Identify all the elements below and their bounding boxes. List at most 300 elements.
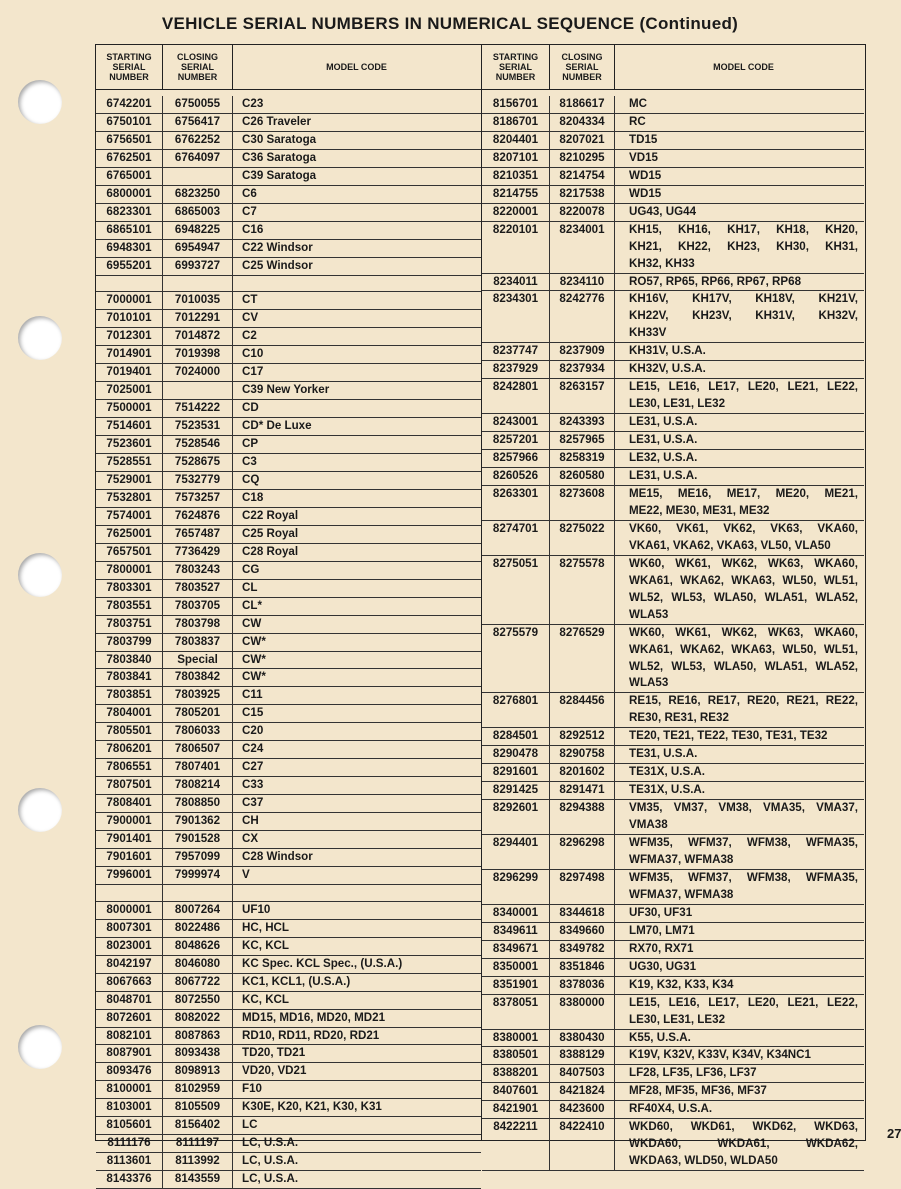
starting-serial-cell: 8113601 bbox=[96, 1153, 163, 1170]
model-code-line: WKA61, WKA62, WKA63, WL50, WL51, bbox=[629, 573, 858, 587]
table-row bbox=[96, 204, 481, 222]
closing-serial-cell: 6762252 bbox=[163, 132, 233, 149]
model-code-cell: C2 bbox=[242, 329, 257, 343]
model-code-cell bbox=[615, 693, 862, 727]
starting-serial-cell: 7804001 bbox=[96, 705, 163, 722]
model-code-line: K19, K32, K33, K34 bbox=[629, 977, 734, 991]
model-code-cell: MD15, MD16, MD20, MD21 bbox=[242, 1010, 386, 1024]
model-code-line: WK60, WK61, WK62, WK63, WKA60, bbox=[629, 556, 858, 570]
model-code-cell: CW* bbox=[242, 652, 266, 666]
closing-serial-cell: 7803842 bbox=[163, 669, 233, 686]
closing-serial-cell: 8237934 bbox=[550, 361, 615, 378]
starting-serial-cell: 8275579 bbox=[482, 625, 550, 693]
table-row bbox=[96, 168, 481, 186]
table-row bbox=[96, 885, 481, 902]
closing-serial-cell: 7523531 bbox=[163, 418, 233, 435]
model-code-cell bbox=[615, 204, 862, 221]
model-code-line: KH33V bbox=[629, 326, 667, 340]
model-code-cell: CW* bbox=[242, 670, 266, 684]
model-code-cell bbox=[615, 870, 862, 904]
model-code-cell: C33 bbox=[242, 778, 264, 792]
starting-serial-cell: 8350001 bbox=[482, 959, 550, 976]
closing-serial-cell: 8022486 bbox=[163, 920, 233, 937]
starting-serial-cell: 8260526 bbox=[482, 468, 550, 485]
starting-serial-cell: 7574001 bbox=[96, 508, 163, 525]
closing-serial-cell: Special bbox=[163, 652, 233, 669]
model-code-cell bbox=[615, 150, 862, 167]
table-row bbox=[96, 508, 481, 526]
model-code-line: VK60, VK61, VK62, VK63, VKA60, bbox=[629, 521, 858, 535]
table-row bbox=[96, 849, 481, 867]
starting-serial-cell: 8276801 bbox=[482, 693, 550, 727]
starting-serial-cell: 8082101 bbox=[96, 1028, 163, 1045]
starting-serial-cell: 8349671 bbox=[482, 941, 550, 958]
model-code-cell bbox=[615, 222, 862, 273]
table-row bbox=[96, 992, 481, 1010]
table-row bbox=[96, 1171, 481, 1189]
starting-serial-cell: 8349611 bbox=[482, 923, 550, 940]
closing-serial-cell: 7803837 bbox=[163, 634, 233, 651]
model-code-cell: KC, KCL bbox=[242, 992, 290, 1006]
closing-serial-cell: 8207021 bbox=[550, 132, 615, 149]
starting-serial-cell: 8237929 bbox=[482, 361, 550, 378]
closing-serial-cell: 6993727 bbox=[163, 258, 233, 275]
table-row bbox=[482, 905, 864, 923]
closing-serial-cell bbox=[163, 885, 233, 901]
model-code-cell: CX bbox=[242, 832, 259, 846]
right-table-body bbox=[482, 96, 864, 1171]
table-row bbox=[96, 418, 481, 436]
starting-serial-cell: 8380501 bbox=[482, 1047, 550, 1064]
model-code-line: MF28, MF35, MF36, MF37 bbox=[629, 1084, 767, 1098]
starting-serial-cell: 8000001 bbox=[96, 902, 163, 919]
table-row bbox=[96, 920, 481, 938]
closing-serial-cell: 8292512 bbox=[550, 728, 615, 745]
model-code-line: KH32, KH33 bbox=[629, 256, 695, 270]
closing-serial-cell: 7624876 bbox=[163, 508, 233, 525]
starting-serial-cell: 7528551 bbox=[96, 454, 163, 471]
model-code-line: WLA53 bbox=[629, 676, 669, 690]
closing-serial-cell: 8217538 bbox=[550, 186, 615, 203]
starting-serial-cell: 8093476 bbox=[96, 1063, 163, 1080]
model-code-cell: C24 bbox=[242, 742, 264, 756]
table-row bbox=[482, 1083, 864, 1101]
model-code-cell: C27 bbox=[242, 760, 264, 774]
closing-serial-cell: 7803705 bbox=[163, 598, 233, 615]
closing-serial-cell: 8046080 bbox=[163, 956, 233, 973]
model-code-line: ME15, ME16, ME17, ME20, ME21, bbox=[629, 486, 858, 500]
table-row bbox=[482, 782, 864, 800]
closing-serial-cell: 8204334 bbox=[550, 114, 615, 131]
starting-serial-cell: 8291425 bbox=[482, 782, 550, 799]
closing-serial-cell: 7012291 bbox=[163, 310, 233, 327]
model-code-cell: C16 bbox=[242, 222, 264, 236]
table-row bbox=[96, 328, 481, 346]
closing-serial-cell: 8421824 bbox=[550, 1083, 615, 1100]
model-code-cell: V bbox=[242, 867, 250, 881]
starting-serial-cell: 7803841 bbox=[96, 669, 163, 686]
closing-serial-cell: 7024000 bbox=[163, 364, 233, 381]
starting-serial-cell: 8388201 bbox=[482, 1065, 550, 1082]
header-starting-serial: STARTING SERIAL NUMBER bbox=[96, 45, 163, 89]
closing-serial-cell: 7532779 bbox=[163, 472, 233, 489]
table-row bbox=[482, 977, 864, 995]
closing-serial-cell: 7901362 bbox=[163, 813, 233, 830]
model-code-cell: C3 bbox=[242, 455, 257, 469]
starting-serial-cell: 8275051 bbox=[482, 556, 550, 624]
closing-serial-cell: 7807401 bbox=[163, 759, 233, 776]
closing-serial-cell: 8290758 bbox=[550, 746, 615, 763]
starting-serial-cell: 7803551 bbox=[96, 598, 163, 615]
closing-serial-cell bbox=[163, 168, 233, 185]
punch-hole bbox=[18, 316, 62, 360]
starting-serial-cell: 7529001 bbox=[96, 472, 163, 489]
starting-serial-cell: 7514601 bbox=[96, 418, 163, 435]
starting-serial-cell: 8156701 bbox=[482, 96, 550, 113]
table-row bbox=[96, 902, 481, 920]
starting-serial-cell: 7996001 bbox=[96, 867, 163, 884]
model-code-cell bbox=[615, 625, 862, 693]
starting-serial-cell: 7625001 bbox=[96, 526, 163, 543]
table-row bbox=[482, 468, 864, 486]
model-code-line: LE31, U.S.A. bbox=[629, 415, 698, 429]
table-row bbox=[96, 956, 481, 974]
model-code-line: UG30, UG31 bbox=[629, 959, 697, 973]
closing-serial-cell: 7806033 bbox=[163, 723, 233, 740]
model-code-cell: K30E, K20, K21, K30, K31 bbox=[242, 1100, 382, 1114]
starting-serial-cell: 8380001 bbox=[482, 1030, 550, 1047]
table-row bbox=[96, 222, 481, 240]
model-code-line: ME22, ME30, ME31, ME32 bbox=[629, 503, 770, 517]
table-row bbox=[96, 974, 481, 992]
model-code-cell: CV bbox=[242, 311, 259, 325]
closing-serial-cell bbox=[163, 382, 233, 399]
model-code-line: VD15 bbox=[629, 150, 659, 164]
closing-serial-cell: 8349782 bbox=[550, 941, 615, 958]
table-row bbox=[96, 616, 481, 634]
table-row bbox=[482, 923, 864, 941]
table-row bbox=[96, 276, 481, 293]
table-row bbox=[96, 310, 481, 328]
model-code-cell bbox=[615, 1083, 862, 1100]
model-code-cell: LC, U.S.A. bbox=[242, 1172, 299, 1186]
punch-hole bbox=[18, 80, 62, 124]
table-row bbox=[96, 1135, 481, 1153]
closing-serial-cell: 8234001 bbox=[550, 222, 615, 273]
table-row bbox=[96, 114, 481, 132]
model-code-line: LE31, U.S.A. bbox=[629, 433, 698, 447]
closing-serial-cell: 8143559 bbox=[163, 1171, 233, 1188]
starting-serial-cell: 7808401 bbox=[96, 795, 163, 812]
table-row bbox=[96, 526, 481, 544]
closing-serial-cell: 8388129 bbox=[550, 1047, 615, 1064]
model-code-cell: C22 Royal bbox=[242, 508, 299, 522]
table-row bbox=[482, 556, 864, 625]
header-model-code: MODEL CODE bbox=[713, 62, 774, 72]
model-code-line: TE31, U.S.A. bbox=[629, 747, 698, 761]
model-code-cell: KC Spec. KCL Spec., (U.S.A.) bbox=[242, 956, 403, 970]
starting-serial-cell: 7803799 bbox=[96, 634, 163, 651]
starting-serial-cell: 8072601 bbox=[96, 1010, 163, 1027]
model-code-cell bbox=[615, 905, 862, 922]
model-code-line: TD15 bbox=[629, 132, 658, 146]
closing-serial-cell: 8263157 bbox=[550, 379, 615, 413]
model-code-cell bbox=[615, 361, 862, 378]
closing-serial-cell: 8276529 bbox=[550, 625, 615, 693]
starting-serial-cell: 8422211 bbox=[482, 1119, 550, 1170]
table-row bbox=[96, 705, 481, 723]
closing-serial-cell: 8275578 bbox=[550, 556, 615, 624]
model-code-line: LE32, U.S.A. bbox=[629, 451, 698, 465]
model-code-line: WKDA60, WKDA61, WKDA62, bbox=[629, 1137, 858, 1151]
model-code-cell bbox=[615, 486, 862, 520]
model-code-line: WLA53 bbox=[629, 607, 669, 621]
model-code-cell bbox=[615, 291, 862, 342]
starting-serial-cell: 6756501 bbox=[96, 132, 163, 149]
header-closing-serial: CLOSING SERIAL NUMBER bbox=[163, 45, 233, 89]
starting-serial-cell: 7803751 bbox=[96, 616, 163, 633]
model-code-cell bbox=[615, 556, 862, 624]
starting-serial-cell: 8048701 bbox=[96, 992, 163, 1009]
table-row bbox=[96, 292, 481, 310]
model-code-line: WL52, WL53, WLA50, WLA51, WLA52, bbox=[629, 659, 858, 673]
table-row bbox=[482, 361, 864, 379]
table-row bbox=[96, 938, 481, 956]
table-row bbox=[96, 795, 481, 813]
model-code-cell: C36 Saratoga bbox=[242, 150, 317, 164]
table-row bbox=[482, 870, 864, 905]
model-code-line: KH16V, KH17V, KH18V, KH21V, bbox=[629, 292, 858, 306]
model-code-cell bbox=[615, 941, 862, 958]
closing-serial-cell: 8297498 bbox=[550, 870, 615, 904]
table-row bbox=[482, 274, 864, 292]
table-row bbox=[482, 132, 864, 150]
model-code-line: TE31X, U.S.A. bbox=[629, 765, 706, 779]
model-code-cell: C11 bbox=[242, 688, 263, 702]
model-code-cell bbox=[615, 432, 862, 449]
table-row bbox=[96, 364, 481, 382]
model-code-cell bbox=[615, 764, 862, 781]
closing-serial-cell: 7957099 bbox=[163, 849, 233, 866]
table-row bbox=[482, 186, 864, 204]
table-row bbox=[96, 96, 481, 114]
table-row bbox=[96, 634, 481, 652]
starting-serial-cell: 7900001 bbox=[96, 813, 163, 830]
model-code-cell: C15 bbox=[242, 706, 264, 720]
closing-serial-cell: 8258319 bbox=[550, 450, 615, 467]
table-row bbox=[482, 432, 864, 450]
starting-serial-cell: 8407601 bbox=[482, 1083, 550, 1100]
starting-serial-cell: 8210351 bbox=[482, 168, 550, 185]
closing-serial-cell: 8380430 bbox=[550, 1030, 615, 1047]
model-code-cell bbox=[615, 728, 862, 745]
table-row bbox=[482, 1119, 864, 1171]
starting-serial-cell: 8290478 bbox=[482, 746, 550, 763]
model-code-cell bbox=[615, 96, 862, 113]
table-row bbox=[96, 1028, 481, 1046]
starting-serial-cell: 8042197 bbox=[96, 956, 163, 973]
starting-serial-cell: 7805501 bbox=[96, 723, 163, 740]
model-code-line: K55, U.S.A. bbox=[629, 1030, 691, 1044]
table-row bbox=[96, 580, 481, 598]
table-row bbox=[96, 382, 481, 400]
model-code-cell: LC bbox=[242, 1118, 258, 1132]
closing-serial-cell: 6756417 bbox=[163, 114, 233, 131]
model-code-cell bbox=[615, 800, 862, 834]
model-code-cell bbox=[615, 274, 862, 291]
model-code-line: WKD60, WKD61, WKD62, WKD63, bbox=[629, 1120, 858, 1134]
model-code-cell: CG bbox=[242, 562, 260, 576]
model-code-line: LE15, LE16, LE17, LE20, LE21, LE22, bbox=[629, 995, 858, 1009]
closing-serial-cell: 8087863 bbox=[163, 1028, 233, 1045]
starting-serial-cell: 6948301 bbox=[96, 240, 163, 257]
closing-serial-cell: 7803243 bbox=[163, 562, 233, 579]
model-code-cell: HC, HCL bbox=[242, 920, 290, 934]
starting-serial-cell: 8237747 bbox=[482, 343, 550, 360]
starting-serial-cell: 7012301 bbox=[96, 328, 163, 345]
starting-serial-cell: 8284501 bbox=[482, 728, 550, 745]
closing-serial-cell: 7806507 bbox=[163, 741, 233, 758]
model-code-cell: C22 Windsor bbox=[242, 240, 313, 254]
starting-serial-cell: 8296299 bbox=[482, 870, 550, 904]
starting-serial-cell: 8243001 bbox=[482, 414, 550, 431]
model-code-cell: CQ bbox=[242, 473, 260, 486]
model-code-line: TE31X, U.S.A. bbox=[629, 783, 706, 797]
model-code-cell: C6 bbox=[242, 186, 257, 200]
table-row bbox=[96, 1117, 481, 1135]
starting-serial-cell: 8023001 bbox=[96, 938, 163, 955]
closing-serial-cell: 8082022 bbox=[163, 1010, 233, 1027]
closing-serial-cell: 8260580 bbox=[550, 468, 615, 485]
starting-serial-cell: 7014901 bbox=[96, 346, 163, 363]
starting-serial-cell: 8105601 bbox=[96, 1117, 163, 1134]
table-row bbox=[482, 204, 864, 222]
model-code-cell: VD20, VD21 bbox=[242, 1064, 307, 1078]
model-code-line: KH22V, KH23V, KH31V, KH32V, bbox=[629, 309, 858, 323]
starting-serial-cell: 7010101 bbox=[96, 310, 163, 327]
starting-serial-cell: 8257201 bbox=[482, 432, 550, 449]
model-code-cell bbox=[615, 1119, 862, 1170]
model-code-cell: C18 bbox=[242, 490, 264, 504]
starting-serial-cell: 7807501 bbox=[96, 777, 163, 794]
table-row bbox=[482, 1030, 864, 1048]
starting-serial-cell: 6762501 bbox=[96, 150, 163, 167]
table-row bbox=[96, 132, 481, 150]
model-code-line: WD15 bbox=[629, 186, 662, 200]
model-code-cell: C17 bbox=[242, 365, 264, 379]
closing-serial-cell: 8111197 bbox=[163, 1135, 233, 1152]
closing-serial-cell: 8422410 bbox=[550, 1119, 615, 1170]
page-title: VEHICLE SERIAL NUMBERS IN NUMERICAL SEQUENCE (Continued) bbox=[161, 14, 739, 33]
table-row bbox=[482, 521, 864, 556]
model-code-line: KH31V, U.S.A. bbox=[629, 344, 706, 358]
right-table-column bbox=[482, 45, 864, 1168]
model-code-cell: C39 Saratoga bbox=[242, 168, 317, 182]
model-code-cell bbox=[615, 414, 862, 431]
table-row bbox=[96, 454, 481, 472]
starting-serial-cell: 8220101 bbox=[482, 222, 550, 273]
model-code-cell: KC, KCL bbox=[242, 938, 290, 952]
starting-serial-cell: 8143376 bbox=[96, 1171, 163, 1188]
starting-serial-cell: 8220001 bbox=[482, 204, 550, 221]
model-code-cell: LC, U.S.A. bbox=[242, 1136, 299, 1150]
table-row bbox=[96, 669, 481, 687]
model-code-cell: C30 Saratoga bbox=[242, 132, 317, 146]
table-row bbox=[96, 867, 481, 885]
starting-serial-cell: 8242801 bbox=[482, 379, 550, 413]
model-code-line: VM35, VM37, VM38, VMA35, VMA37, bbox=[629, 801, 858, 815]
starting-serial-cell: 8214755 bbox=[482, 186, 550, 203]
table-row bbox=[482, 222, 864, 274]
model-code-line: WKA61, WKA62, WKA63, WL50, WL51, bbox=[629, 642, 858, 656]
model-code-cell bbox=[615, 132, 862, 149]
model-code-line: LF28, LF35, LF36, LF37 bbox=[629, 1066, 757, 1080]
closing-serial-cell: 8423600 bbox=[550, 1101, 615, 1118]
table-row bbox=[96, 652, 481, 670]
closing-serial-cell: 8351846 bbox=[550, 959, 615, 976]
model-code-line: LE15, LE16, LE17, LE20, LE21, LE22, bbox=[629, 380, 858, 394]
closing-serial-cell: 8380000 bbox=[550, 995, 615, 1029]
model-code-cell: LC, U.S.A. bbox=[242, 1154, 299, 1168]
model-code-line: VMA38 bbox=[629, 818, 668, 832]
serial-number-table bbox=[95, 44, 866, 1186]
starting-serial-cell: 8263301 bbox=[482, 486, 550, 520]
model-code-cell: CH bbox=[242, 814, 259, 828]
model-code-cell: F10 bbox=[242, 1082, 262, 1096]
model-code-cell: CD bbox=[242, 401, 259, 415]
closing-serial-cell: 8273608 bbox=[550, 486, 615, 520]
starting-serial-cell: 7803301 bbox=[96, 580, 163, 597]
model-code-line: WFM35, WFM37, WFM38, WFMA35, bbox=[629, 870, 858, 884]
table-row bbox=[482, 379, 864, 414]
starting-serial-cell: 6823301 bbox=[96, 204, 163, 221]
starting-serial-cell: 8421901 bbox=[482, 1101, 550, 1118]
starting-serial-cell: 7025001 bbox=[96, 382, 163, 399]
starting-serial-cell: 8087901 bbox=[96, 1045, 163, 1062]
model-code-cell bbox=[615, 977, 862, 994]
starting-serial-cell: 8007301 bbox=[96, 920, 163, 937]
model-code-line: LE30, LE31, LE32 bbox=[629, 397, 726, 411]
starting-serial-cell: 7657501 bbox=[96, 544, 163, 561]
table-row bbox=[96, 759, 481, 777]
table-row bbox=[482, 450, 864, 468]
closing-serial-cell: 8093438 bbox=[163, 1045, 233, 1062]
table-row bbox=[482, 746, 864, 764]
starting-serial-cell: 8204401 bbox=[482, 132, 550, 149]
model-code-line: RX70, RX71 bbox=[629, 941, 694, 955]
model-code-cell: C10 bbox=[242, 347, 264, 361]
model-code-cell bbox=[615, 835, 862, 869]
table-row bbox=[482, 1101, 864, 1119]
table-row bbox=[482, 1065, 864, 1083]
model-code-cell: CD* De Luxe bbox=[242, 419, 312, 433]
starting-serial-cell: 6800001 bbox=[96, 186, 163, 203]
table-row bbox=[482, 414, 864, 432]
closing-serial-cell: 8214754 bbox=[550, 168, 615, 185]
header-model-code: MODEL CODE bbox=[326, 62, 387, 72]
table-row bbox=[96, 346, 481, 364]
starting-serial-cell bbox=[96, 885, 163, 901]
closing-serial-cell: 7019398 bbox=[163, 346, 233, 363]
model-code-cell bbox=[615, 521, 862, 555]
model-code-line: UG43, UG44 bbox=[629, 204, 697, 218]
table-row bbox=[482, 114, 864, 132]
table-row bbox=[96, 1010, 481, 1028]
starting-serial-cell: 8378051 bbox=[482, 995, 550, 1029]
closing-serial-cell: 7803925 bbox=[163, 687, 233, 704]
model-code-line: WL52, WL53, WLA50, WLA51, WLA52, bbox=[629, 590, 858, 604]
closing-serial-cell: 8237909 bbox=[550, 343, 615, 360]
